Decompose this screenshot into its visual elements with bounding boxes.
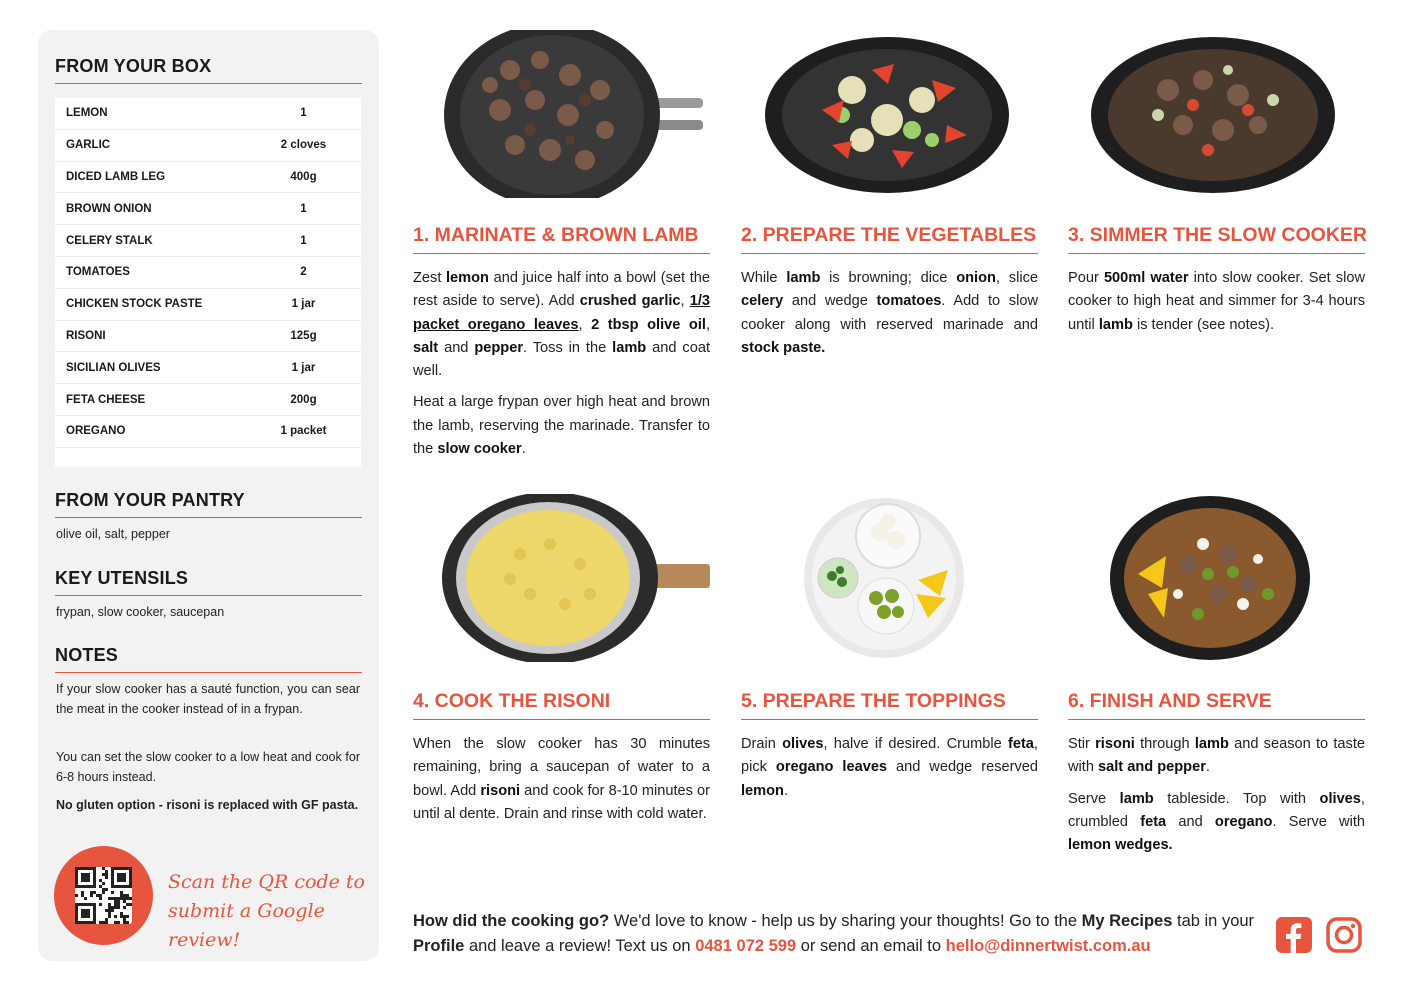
text-span: Drain: [741, 736, 783, 752]
qr-badge: [54, 846, 153, 945]
my-recipes-link[interactable]: My Recipes: [1081, 912, 1173, 930]
feedback-footer: [413, 909, 1263, 959]
text-span: is tender (see notes).: [1132, 316, 1275, 333]
bold-text: salt and pepper: [1098, 759, 1206, 776]
text-span: ,: [578, 316, 592, 333]
text-span: ,: [680, 293, 690, 310]
step-6-text: [1068, 733, 1365, 865]
ingredient-name: LEMON: [66, 107, 108, 120]
step-2-paragraph-1: [741, 267, 1038, 360]
from-your-pantry-title: FROM YOUR PANTRY: [55, 490, 362, 518]
qr-caption: [168, 868, 368, 955]
bold-text: olives: [782, 736, 824, 752]
footer-text-3: and leave a review! Text us on: [464, 937, 696, 955]
text-span: While: [741, 270, 787, 286]
text-span: through: [1134, 736, 1195, 752]
text-span: Pour: [1068, 270, 1104, 286]
ingredient-row: [55, 98, 361, 130]
text-span: When the slow cooker has 30 minutes remaining, bring a saucepan of water to a bowl. Add: [413, 736, 710, 799]
bold-text: lemon: [446, 270, 489, 286]
step-2-text: [741, 267, 1038, 368]
profile-link[interactable]: Profile: [413, 937, 465, 955]
ingredient-name: CELERY STALK: [66, 234, 153, 247]
text-span: , pick: [741, 736, 1038, 776]
text-span: Stir: [1068, 736, 1096, 752]
step-5-paragraph-1: [741, 733, 1038, 803]
step-3-paragraph-1: [1068, 267, 1365, 337]
ingredient-qty: 1 jar: [291, 361, 316, 374]
text-span: and: [1166, 813, 1215, 830]
step-1-paragraph-2: [413, 391, 710, 461]
text-span: .: [783, 782, 789, 799]
ingredient-row: [55, 384, 361, 416]
ingredient-qty: 1: [300, 107, 307, 120]
note-2: You can set the slow cooker to a low heat and cook for 6-8 hours instead.: [56, 750, 360, 784]
ingredient-name: SICILIAN OLIVES: [66, 361, 161, 374]
text-span: .: [1205, 759, 1210, 776]
bold-text: celery: [741, 293, 784, 310]
ingredient-qty: 1: [300, 234, 307, 247]
ingredient-name: BROWN ONION: [66, 202, 152, 215]
text-span: and cook for 8-10 minutes or until al dente. Drain and rinse with cold water.: [413, 782, 710, 822]
text-span: , slice: [995, 270, 1038, 286]
step-1-text: [413, 267, 710, 469]
bold-text: salt: [413, 339, 439, 356]
footer-text-4: or send an email to: [796, 937, 946, 955]
text-span: and: [438, 339, 475, 356]
ingredient-row: [55, 225, 361, 257]
photo-brown-lamb: [440, 30, 710, 198]
bold-text: lemon: [741, 782, 784, 799]
bold-text: risoni: [1095, 736, 1135, 752]
text-span: is browning; dice: [820, 270, 957, 286]
ingredient-qty: 1 jar: [291, 298, 316, 311]
ingredient-name: DICED LAMB LEG: [66, 170, 166, 183]
bold-text: crushed garlic: [579, 293, 681, 310]
step-4-text: [413, 733, 710, 834]
step-6-paragraph-2: [1068, 788, 1365, 858]
text-span: . Toss in the: [523, 339, 613, 356]
ingredient-name: TOMATOES: [66, 266, 130, 279]
ingredient-qty: 1 packet: [280, 425, 327, 438]
qr-code-icon[interactable]: [75, 867, 132, 924]
bold-text: olives: [1319, 790, 1361, 807]
step-1-paragraph-1: [413, 267, 710, 383]
step-4-paragraph-1: [413, 733, 710, 826]
ingredient-qty: 400g: [290, 170, 317, 183]
bold-text: stock paste.: [741, 339, 826, 356]
key-utensils-title: KEY UTENSILS: [55, 568, 362, 596]
text-span: .: [521, 441, 526, 458]
text-span: Serve: [1068, 790, 1120, 807]
phone-link[interactable]: 0481 072 599: [695, 937, 797, 955]
text-span: and wedge reserved: [887, 759, 1039, 776]
bold-text: oregano leaves: [775, 759, 888, 776]
bold-text: lamb: [1194, 736, 1229, 752]
step-5-title: 5. PREPARE THE TOPPINGS: [741, 690, 1038, 720]
ingredient-name: FETA CHEESE: [66, 393, 146, 406]
photo-simmer: [1088, 30, 1338, 198]
ingredient-row: [55, 416, 361, 448]
ingredient-row: [55, 257, 361, 289]
bold-text: pepper: [474, 339, 524, 356]
bold-text: oregano: [1214, 813, 1273, 830]
bold-text: risoni: [480, 782, 521, 799]
sidebar: [38, 30, 379, 961]
note-3: No gluten option - risoni is replaced with GF pasta.: [56, 798, 359, 812]
text-span: . Serve with: [1272, 813, 1365, 830]
step-4-title: 4. COOK THE RISONI: [413, 690, 710, 720]
ingredient-row: [55, 352, 361, 384]
footer-question: How did the cooking go?: [413, 912, 610, 930]
ingredient-row: [55, 321, 361, 353]
step-3-text: [1068, 267, 1365, 345]
text-span: , crumbled: [1068, 790, 1365, 830]
step-3-title: 3. SIMMER THE SLOW COOKER: [1068, 224, 1365, 254]
email-link[interactable]: hello@dinnertwist.com.au: [945, 937, 1151, 955]
bold-text: lamb: [1119, 790, 1154, 807]
bold-text: onion: [956, 270, 996, 286]
qr-caption-line-1: Scan the QR code to: [168, 871, 365, 893]
bold-text: lemon wedges.: [1068, 837, 1173, 854]
bold-text: lamb: [1098, 316, 1133, 333]
ingredient-qty: 1: [300, 202, 307, 215]
step-1-title: 1. MARINATE & BROWN LAMB: [413, 224, 710, 254]
text-span: tableside. Top with: [1153, 790, 1320, 807]
bold-text: slow cooker: [437, 441, 522, 458]
ingredient-qty: 200g: [290, 393, 317, 406]
text-span: and coat well.: [413, 339, 710, 380]
bold-text: feta: [1007, 736, 1034, 752]
text-span: and wedge: [783, 293, 877, 310]
ingredient-name: CHICKEN STOCK PASTE: [66, 298, 203, 311]
photo-risoni: [440, 494, 710, 662]
text-span: Zest: [413, 270, 446, 286]
bold-text: tomatoes: [876, 293, 942, 310]
bold-text: feta: [1140, 813, 1167, 830]
notes-title: NOTES: [55, 645, 362, 673]
text-span: ,: [705, 316, 710, 333]
ingredient-name: RISONI: [66, 329, 106, 342]
step-2-title: 2. PREPARE THE VEGETABLES: [741, 224, 1038, 254]
bold-text: lamb: [786, 270, 821, 286]
ingredient-row: [55, 289, 361, 321]
from-your-box-title: FROM YOUR BOX: [55, 56, 362, 84]
footer-text-1: We'd love to know - help us by sharing your thoughts! Go to the: [609, 912, 1082, 930]
instagram-icon[interactable]: [1326, 917, 1362, 953]
text-span: Heat a large frypan over high heat and brown the lamb, reserving the marinade. Transfer to the: [413, 394, 710, 458]
pantry-text: olive oil, salt, pepper: [56, 527, 170, 541]
ingredients-table: [55, 98, 361, 467]
text-span: . Add to slow cooker along with reserved marinade and: [741, 293, 1038, 333]
utensils-text: frypan, slow cooker, saucepan: [56, 605, 225, 619]
ingredient-row: [55, 193, 361, 225]
step-6-paragraph-1: [1068, 733, 1365, 780]
qr-caption-line-2: submit a Google review!: [168, 900, 325, 951]
ingredient-row: [55, 162, 361, 194]
step-5-text: [741, 733, 1038, 811]
text-span: , halve if desired. Crumble: [823, 736, 1008, 752]
photo-finished: [1108, 494, 1313, 662]
ingredient-qty: 2 cloves: [280, 139, 327, 152]
photo-toppings: [800, 494, 970, 662]
footer-text-2: tab in your: [1172, 912, 1255, 930]
bold-text: lamb: [612, 339, 647, 356]
step-6-title: 6. FINISH AND SERVE: [1068, 690, 1365, 720]
bold-text: 500ml water: [1103, 270, 1189, 286]
photo-vegetables: [762, 30, 1012, 198]
facebook-icon[interactable]: [1276, 917, 1312, 953]
ingredient-qty: 2: [300, 266, 307, 279]
text-span: into slow cooker. Set slow cooker to high heat and simmer for 3-4 hours until: [1068, 270, 1365, 333]
note-1: If your slow cooker has a sauté function, you can sear the meat in the cooker instead of in a frypan.: [56, 682, 360, 716]
ingredient-qty: 125g: [290, 329, 317, 342]
ingredient-row: [55, 130, 361, 162]
bold-text: 2 tbsp olive oil: [591, 316, 706, 333]
underlined-text: 1/3 packet oregano leaves: [413, 293, 711, 333]
text-span: and season to taste with: [1068, 736, 1365, 776]
ingredient-name: OREGANO: [66, 425, 126, 438]
ingredient-name: GARLIC: [66, 139, 111, 152]
text-span: and juice half into a bowl (set the rest aside to serve). Add: [413, 270, 711, 310]
